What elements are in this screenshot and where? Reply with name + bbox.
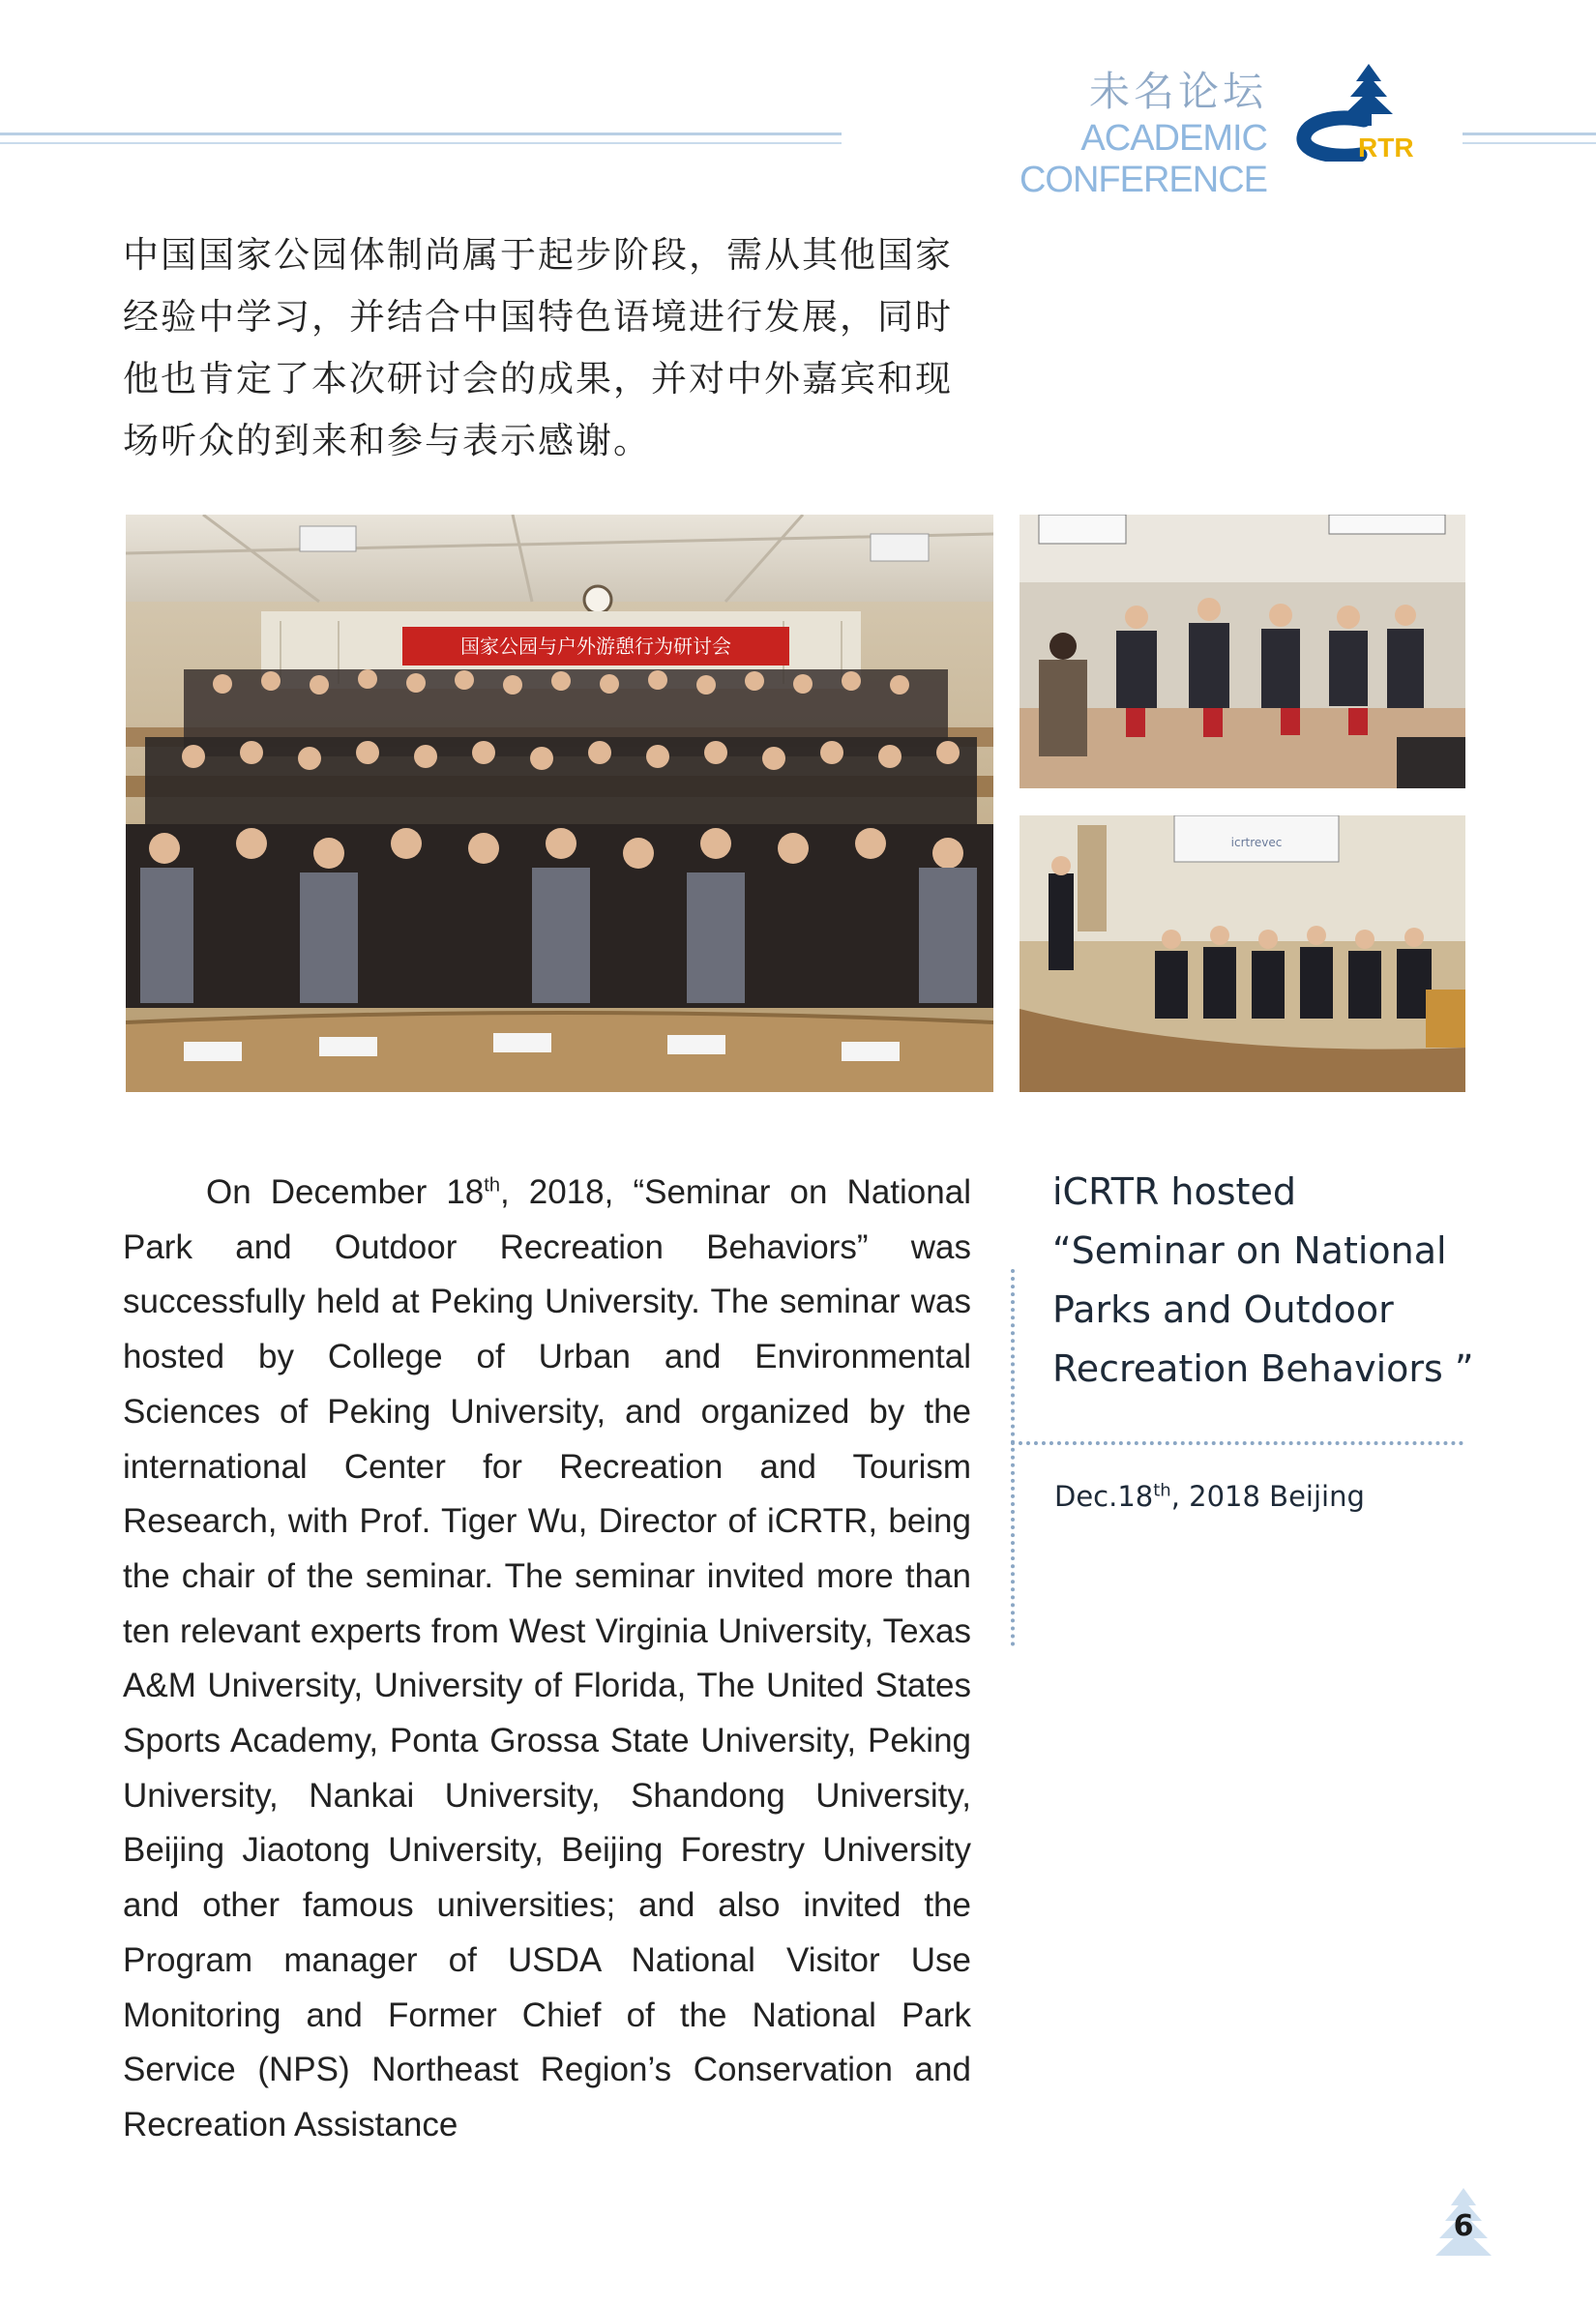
header-title-cn: 未名论坛 — [1088, 68, 1267, 115]
screen-text: icrtrevec — [1230, 836, 1283, 849]
sidebar-date-prefix: Dec.18 — [1054, 1480, 1154, 1513]
page-number: 6 — [1453, 2209, 1474, 2243]
panel-photo-top — [1020, 515, 1465, 788]
sidebar-title-line: Recreation Behaviors ” — [1052, 1347, 1474, 1390]
body-date-sup: th — [484, 1174, 500, 1197]
intro-paragraph-cn: 中国国家公园体制尚属于起步阶段，需从其他国家经验中学习，并结合中国特色语境进行发展，同时他也肯定了本次研讨会的成果，并对中外嘉宾和现场听众的到来和参与表示感谢。 — [123, 234, 953, 461]
sidebar-date-rest: , 2018 Beijing — [1170, 1480, 1365, 1513]
panel-photo-bottom — [1020, 815, 1465, 1092]
group-banner-text: 国家公园与户外游憩行为研讨会 — [460, 635, 731, 658]
body-paragraph-en — [123, 1166, 971, 2153]
sidebar-title-line: Parks and Outdoor — [1052, 1288, 1394, 1331]
header-rule-left-top — [0, 133, 842, 135]
sidebar-date — [1054, 1480, 1461, 1513]
sidebar-title — [1052, 1163, 1478, 1399]
icrtr-logo — [1296, 60, 1441, 162]
body-date-prefix: On December 18 — [206, 1173, 485, 1211]
sidebar-title-line: iCRTR hosted — [1052, 1170, 1296, 1213]
header-rule-right-top — [1463, 133, 1596, 135]
sidebar-date-sup: th — [1153, 1480, 1171, 1501]
group-photo — [126, 515, 993, 1092]
body-text: , 2018, “Seminar on National Park and Outdoor Recreation Behaviors” was successfully held at Peking University. The seminar was hosted by College of Urban and Environmental Sciences of Peking University, and organized by the international Center for Recreation and Tourism Research, with Prof. Tiger Wu, Director of iCRTR, being the chair of the seminar. The seminar invited more than ten relevant experts from West Virginia University, Texas A&M University, University of Florida, The United States Sports Academy, Ponta Grossa State University, Peking University, Nankai University, Shandong University, Beijing Jiaotong University, Beijing Forestry University and other famous universities; and also invited the Program manager of USDA National Visitor Use Monitoring and Former Chief of the National Park Service (NPS) Northeast Region’s Conservation and Recreation Assistance — [123, 1173, 971, 2143]
sidebar-divider-horizontal — [1011, 1441, 1463, 1445]
header-rule-left-bottom — [0, 142, 842, 144]
header-title-en: ACADEMIC CONFERENCE — [1019, 118, 1267, 200]
sidebar-divider-vertical — [1011, 1269, 1015, 1646]
header-rule-right-bottom — [1463, 142, 1596, 144]
sidebar-title-line: “Seminar on National — [1052, 1229, 1447, 1272]
logo-text: RTR — [1358, 133, 1414, 162]
